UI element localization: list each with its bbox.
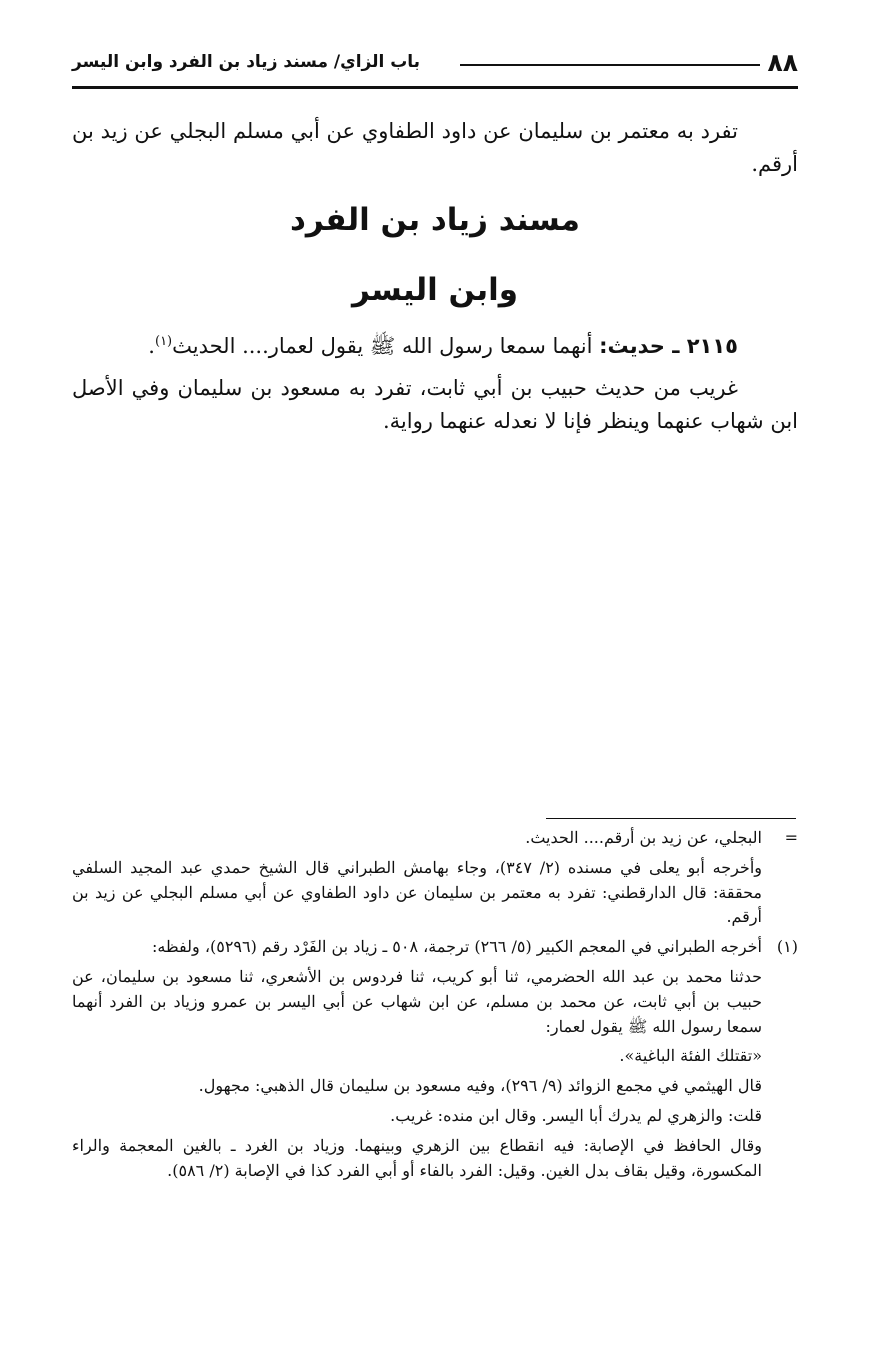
footnote-reference: (١)	[154, 334, 173, 349]
footnote-paragraph: حدثنا محمد بن عبد الله الحضرمي، ثنا أبو كريب، ثنا فردوس بن الأشعري، ثنا مسعود بن سليمان، عن حبيب بن أبي ثابت، عن محمد بن مسلم، عن ابن شهاب عن أبي اليسر بن عمرو وزياد بن الفرد أنهما سمعا رسول الله ﷺ يقول لعمار:	[72, 966, 763, 1036]
header-dash-line	[460, 64, 760, 66]
header-rule	[72, 86, 798, 89]
running-header	[72, 46, 798, 80]
footnote-paragraph: وأخرجه أبو يعلى في مسنده (٢/ ٣٤٧)، وجاء بهامش الطبراني قال الشيخ حمدي عبد المجيد السلفي محققة: قال الدارقطني: تفرد به معتمر بن سليمان عن داود الطفاوي عن أبي مسلم البجلي عن زيد بن أرقم.	[72, 857, 762, 927]
footnote-1	[72, 935, 798, 1183]
footnote-paragraph: البجلي، عن زيد بن أرقم.... الحديث.	[525, 828, 762, 847]
commentary-paragraph: غريب من حديث حبيب بن أبي ثابت، تفرد به مسعود بن سليمان وفي الأصل ابن شهاب عنهما وينظر فإنا لا نعدله عنهما رواية.	[72, 376, 798, 433]
footnote-separator	[546, 818, 796, 819]
hadith-end-mark: .	[148, 334, 155, 358]
footnote-paragraph: أخرجه الطبراني في المعجم الكبير (٥/ ٢٦٦) ترجمة، ٥٠٨ ـ زياد بن الفَرْد رقم (٥٢٩٦)، ولفظه:	[151, 937, 762, 957]
page-number: ٨٨	[767, 48, 798, 77]
running-title: باب الزاي/ مسند زياد بن الفرد وابن اليسر	[72, 52, 421, 72]
section-title-line-1: مسند زياد بن الفرد	[289, 202, 581, 238]
footnotes-area	[72, 826, 798, 1188]
footnote-paragraph: قلت: والزهري لم يدرك أبا اليسر. وقال ابن منده: غريب.	[390, 1105, 762, 1125]
footnote-paragraph: وقال الحافظ في الإصابة: فيه انقطاع بين الزهري وبينهما. وزياد بن الغرد ـ بالغين المعجمة والراء المكسورة، وقيل بقاف بدل الغين. وقيل: الفرد بالفاء أو أبي الفرد كذا في الإصابة (٢/ ٥٨٦).	[72, 1135, 762, 1180]
hadith-entry	[72, 330, 798, 363]
footnote-paragraph: «تقتلك الفئة الباغية».	[619, 1046, 762, 1066]
section-title-line-2: وابن اليسر	[352, 272, 518, 308]
hadith-number-label: ٢١١٥ ـ حديث:	[599, 334, 738, 358]
footnote-paragraph: قال الهيثمي في مجمع الزوائد (٩/ ٢٩٦)، وفيه مسعود بن سليمان قال الذهبي: مجهول.	[198, 1076, 762, 1096]
footnote-number: (١)	[776, 937, 798, 957]
footnote-continuation-marker: =	[784, 828, 798, 847]
hadith-text: أنهما سمعا رسول الله ﷺ يقول لعمار.... الحديث	[172, 334, 593, 358]
footnote-continued	[72, 826, 798, 930]
intro-paragraph: تفرد به معتمر بن سليمان عن داود الطفاوي عن أبي مسلم البجلي عن زيد بن أرقم.	[72, 119, 798, 176]
